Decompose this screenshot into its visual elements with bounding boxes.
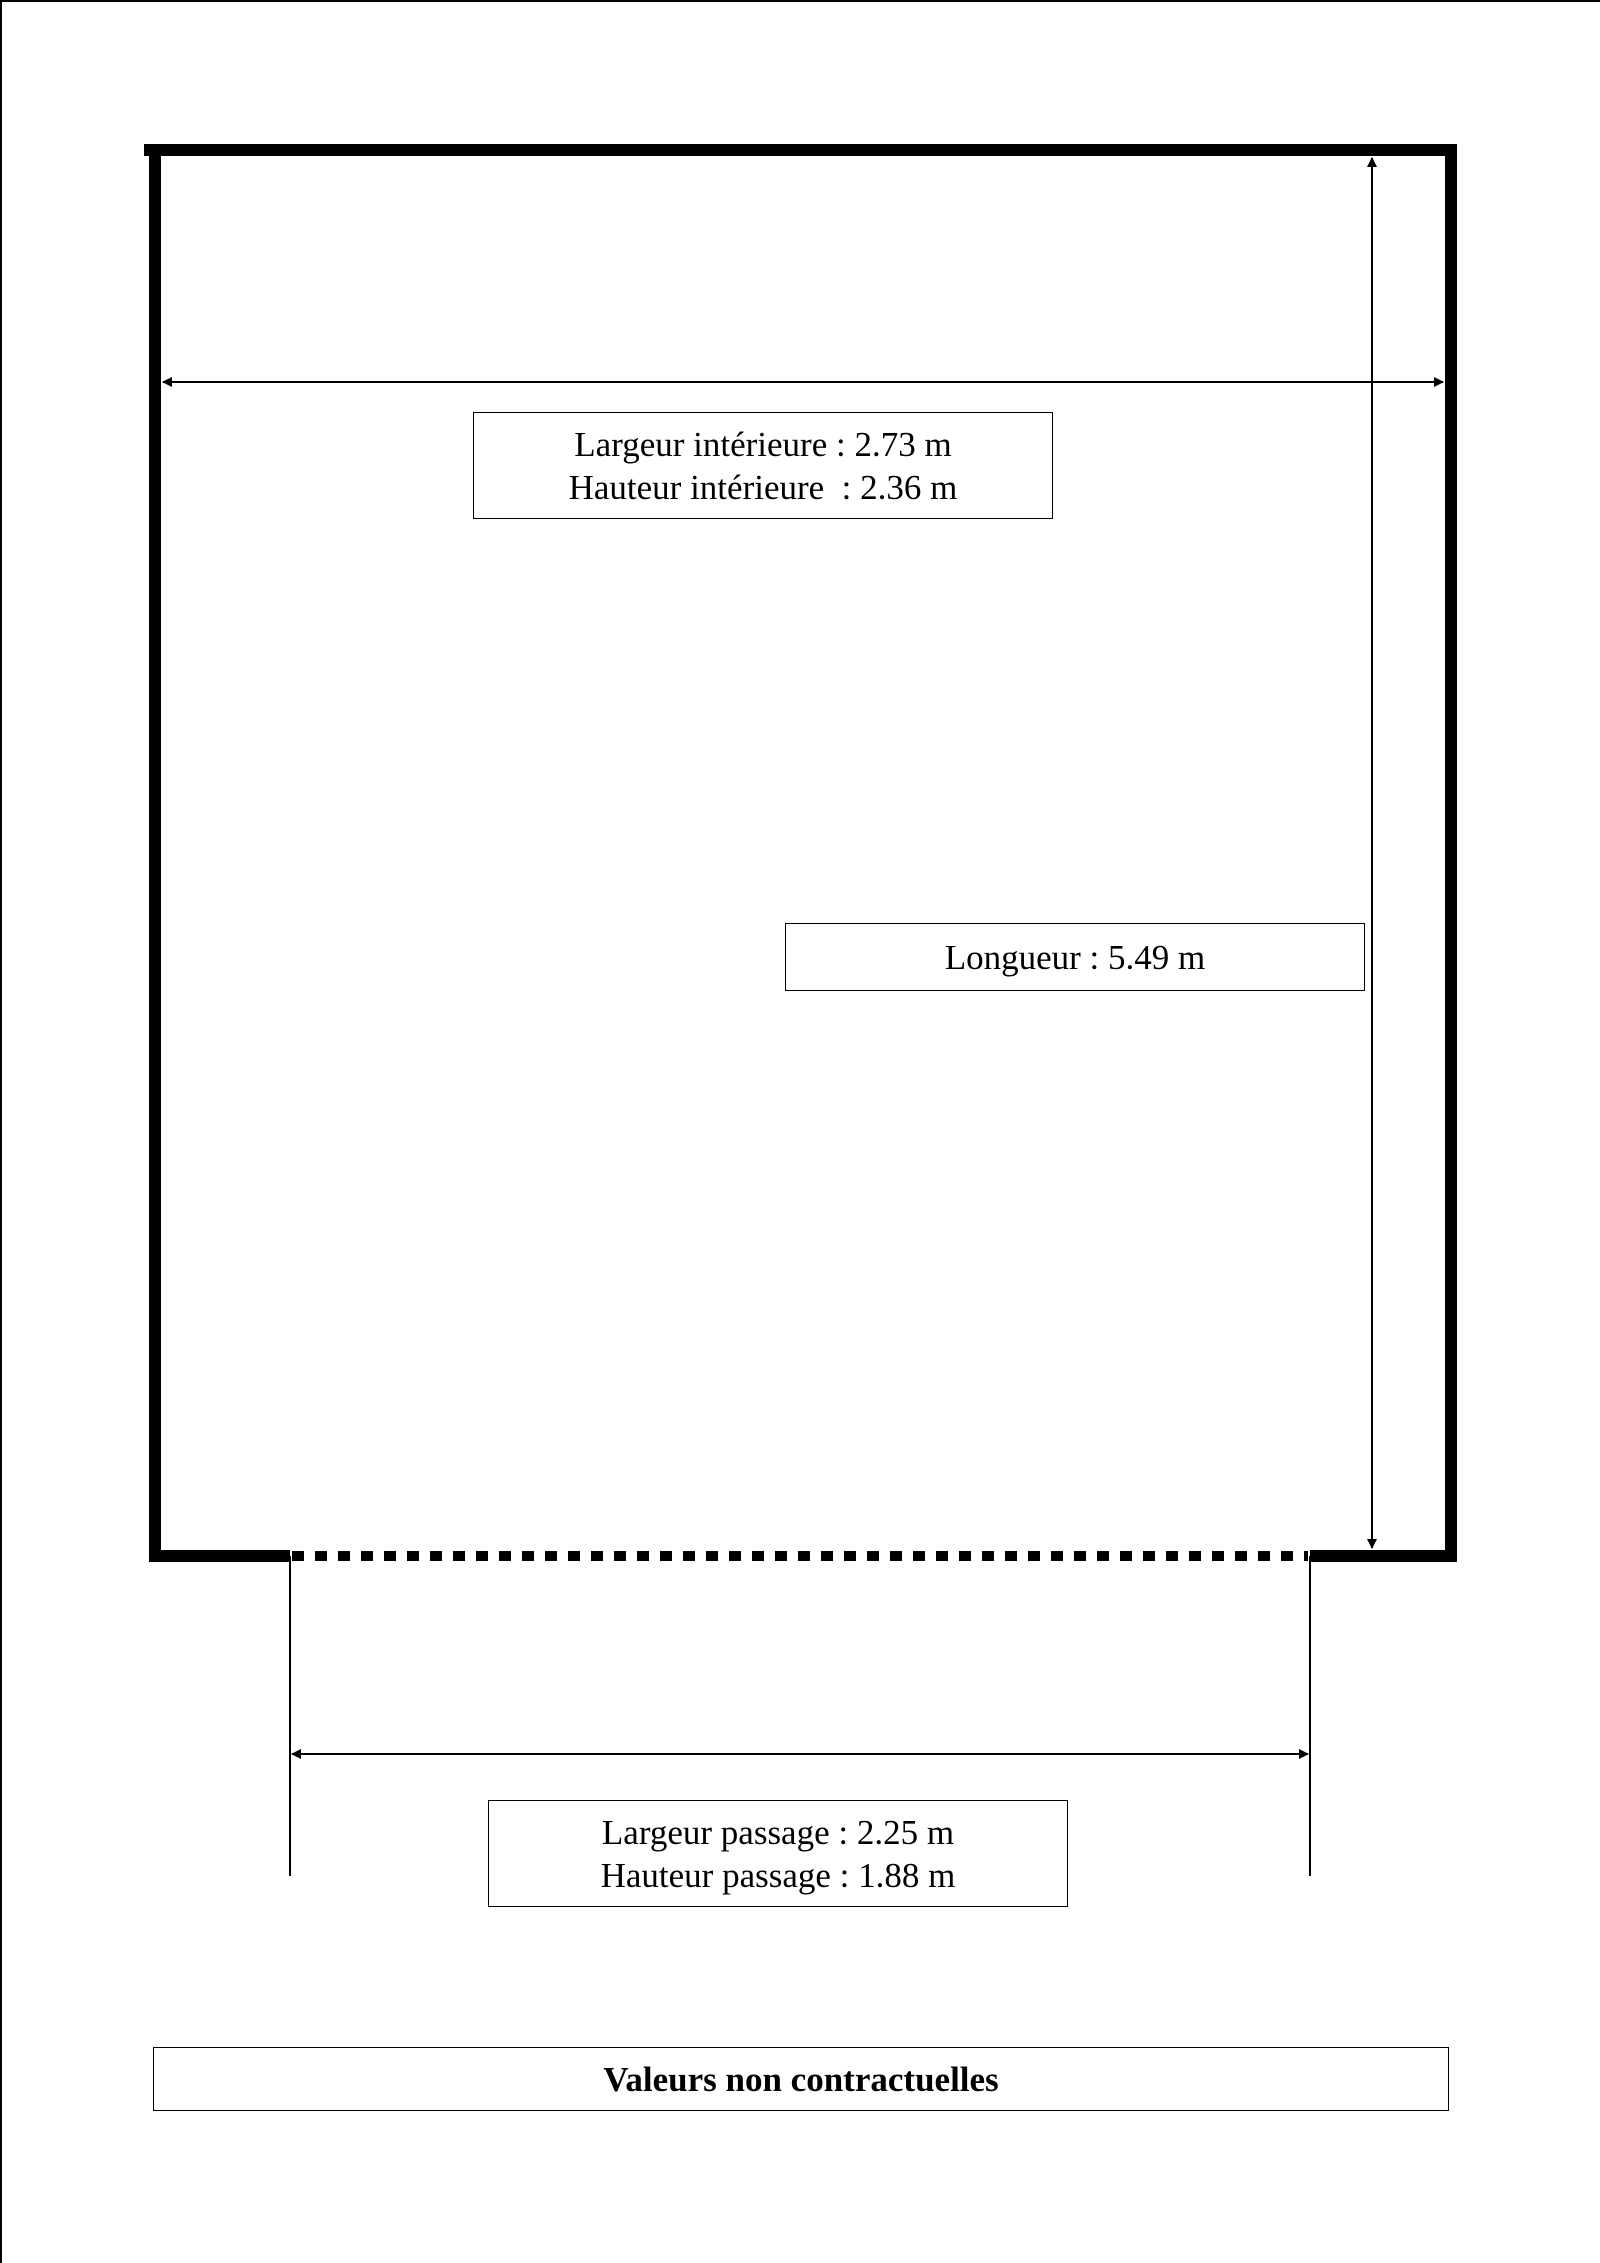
passage-height-text: Hauteur passage : 1.88 m xyxy=(600,1855,956,1895)
passage-dimensions-label xyxy=(488,1800,1068,1907)
interior-width-text: Largeur intérieure : 2.73 m xyxy=(574,424,952,464)
walls xyxy=(150,150,1451,1556)
length-text: Longueur : 5.49 m xyxy=(944,937,1206,977)
disclaimer-banner xyxy=(153,2047,1449,2111)
length-label xyxy=(785,923,1365,991)
interior-dimensions-label xyxy=(473,412,1053,519)
disclaimer-text: Valeurs non contractuelles xyxy=(603,2059,999,2099)
passage-width-text: Largeur passage : 2.25 m xyxy=(601,1812,955,1852)
interior-height-text: Hauteur intérieure : 2.36 m xyxy=(568,467,958,507)
